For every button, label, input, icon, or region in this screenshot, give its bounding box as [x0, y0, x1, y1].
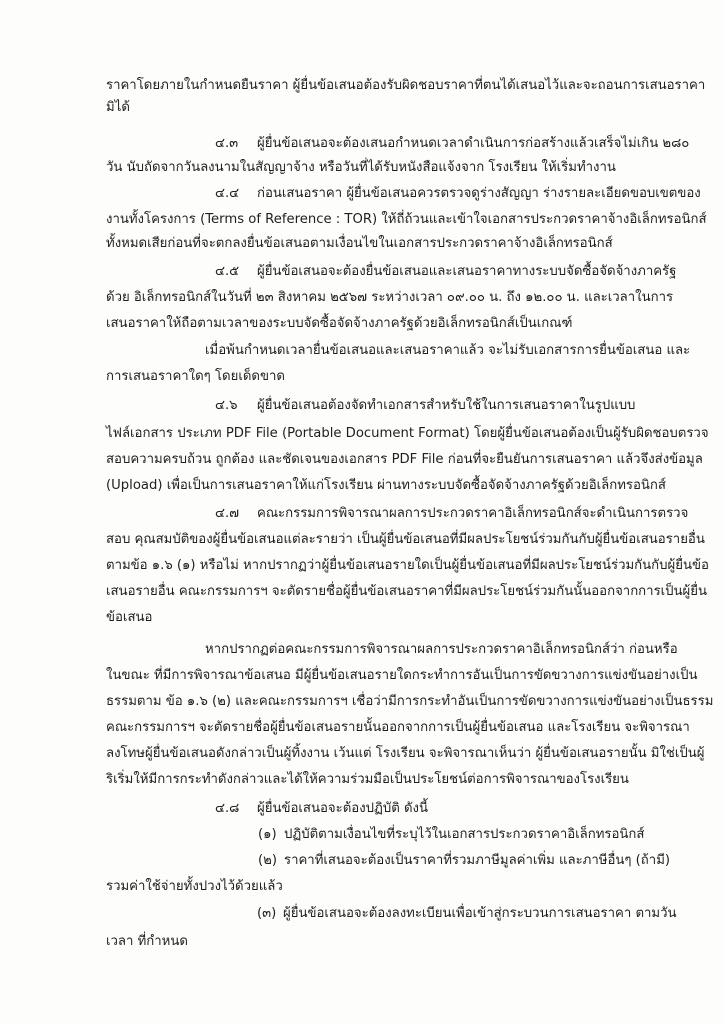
text-line: งานทั้งโครงการ (Terms of Reference : TOR) ให้ถี่ถ้วนและเข้าใจเอกสารประกวดราคาจ้างอิเล็กทรอนิกส์: [106, 212, 707, 227]
text-line: สอบ คุณสมบัติของผู้ยื่นข้อเสนอแต่ละรายว่า เป็นผู้ยื่นข้อเสนอที่มีผลประโยชน์ร่วมกันกับผู้ยื่นข้อเสนอรายอื่น: [106, 532, 705, 547]
text-line: มิได้: [106, 100, 130, 115]
clause-number: ๔.๓: [215, 136, 239, 151]
sub-item-text: ราคาที่เสนอจะต้องเป็นราคาที่รวมภาษีมูลค่าเพิ่ม และภาษีอื่นๆ (ถ้ามี): [284, 853, 671, 868]
text-line: ไฟล์เอกสาร ประเภท PDF File (Portable Document Format) โดยผู้ยื่นข้อเสนอต้องเป็นผู้รับผิดชอบตรวจ: [106, 426, 709, 441]
text-line: ตามข้อ ๑.๖ (๑) หรือไม่ หากปรากฏว่าผู้ยื่นข้อเสนอรายใดเป็นผู้ยื่นข้อเสนอที่มีผลประโยชน์ร่วมกันกับผู้ยื่นข้อ: [106, 558, 709, 573]
sub-item-number: (๓): [257, 906, 277, 921]
text-line: ราคาโดยภายในกำหนดยืนราคา ผู้ยื่นข้อเสนอต้องรับผิดชอบราคาที่ตนได้เสนอไว้และจะถอนการเสนอราคา: [106, 78, 706, 93]
text-line: ลงโทษผู้ยื่นข้อเสนอดังกล่าวเป็นผู้ทิ้งงาน เว้นแต่ โรงเรียน จะพิจารณาเห็นว่า ผู้ยื่นข้อเสนอรายนั้น มิใช่เป็นผู้: [106, 746, 705, 761]
text-line: การเสนอราคาใดๆ โดยเด็ดขาด: [106, 369, 285, 384]
clause-4-5: [215, 263, 676, 281]
text-line: ในขณะ ที่มีการพิจารณาข้อเสนอ มีผู้ยื่นข้อเสนอรายใดกระทำการอันเป็นการขัดขวางการแข่งขันอย่างเป็น: [106, 668, 698, 683]
text-line: เสนอรายอื่น คณะกรรมการฯ จะตัดรายชื่อผู้ยื่นข้อเสนอราคาที่มีผลประโยชน์ร่วมกันนั้นออกจากการเป็นผู้ยื่น: [106, 584, 708, 599]
clause-text: คณะกรรมการพิจารณาผลการประกวดราคาอิเล็กทรอนิกส์จะดำเนินการตรวจ: [257, 506, 689, 521]
sub-item-3: [257, 905, 677, 923]
text-line: รวมค่าใช้จ่ายทั้งปวงไว้ด้วยแล้ว: [106, 879, 283, 894]
sub-item-number: (๒): [258, 853, 277, 868]
text-line: ริเริ่มให้มีการกระทำดังกล่าวและได้ให้ความร่วมมือเป็นประโยชน์ต่อการพิจารณาของโรงเรียน: [106, 772, 629, 787]
sub-item-text: ปฏิบัติตามเงื่อนไขที่ระบุไว้ในเอกสารประกวดราคาอิเล็กทรอนิกส์: [284, 827, 645, 842]
clause-text: ก่อนเสนอราคา ผู้ยื่นข้อเสนอควรตรวจดูร่างสัญญา ร่างรายละเอียดขอบเขตของ: [257, 186, 701, 201]
text-line: คณะกรรมการฯ จะตัดรายชื่อผู้ยื่นข้อเสนอรายนั้นออกจากการเป็นผู้ยื่นข้อเสนอ และโรงเรียน จะพิจารณา: [106, 720, 690, 735]
text-line: เมื่อพ้นกำหนดเวลายื่นข้อเสนอและเสนอราคาแล้ว จะไม่รับเอกสารการยื่นข้อเสนอ และ: [205, 343, 691, 358]
sub-item-1: [258, 826, 644, 844]
clause-text: ผู้ยื่นข้อเสนอจะต้องยื่นข้อเสนอและเสนอราคาทางระบบจัดซื้อจัดจ้างภาครัฐ: [257, 264, 677, 279]
clause-number: ๔.๘: [215, 801, 240, 816]
text-line: (Upload) เพื่อเป็นการเสนอราคาให้แก่โรงเรียน ผ่านทางระบบจัดซื้อจัดจ้างภาครัฐด้วยอิเล็กทรอนิกส์: [106, 478, 666, 493]
clause-4-7: [215, 505, 688, 523]
text-line: ด้วย อิเล็กทรอนิกส์ในวันที่ ๒๓ สิงหาคม ๒๕๖๗ ระหว่างเวลา ๐๙.๐๐ น. ถึง ๑๒.๐๐ น. และเวลาในการ: [106, 290, 674, 305]
text-line: ทั้งหมดเสียก่อนที่จะตกลงยื่นข้อเสนอตามเงื่อนไขในเอกสารประกวดราคาจ้างอิเล็กทรอนิกส์: [106, 236, 613, 251]
clause-number: ๔.๕: [215, 264, 240, 279]
text-line: เสนอราคาให้ถือตามเวลาของระบบจัดซื้อจัดจ้างภาครัฐด้วยอิเล็กทรอนิกส์เป็นเกณฑ์: [106, 316, 573, 331]
text-line: เวลา ที่กำหนด: [106, 934, 188, 949]
sub-item-text: ผู้ยื่นข้อเสนอจะต้องลงทะเบียนเพื่อเข้าสู่กระบวนการเสนอราคา ตามวัน: [283, 906, 677, 921]
clause-text: ผู้ยื่นข้อเสนอจะต้องปฏิบัติ ดังนี้: [257, 801, 428, 816]
clause-4-6: [215, 397, 635, 415]
clause-number: ๔.๔: [215, 186, 240, 201]
clause-text: ผู้ยื่นข้อเสนอต้องจัดทำเอกสารสำหรับใช้ในการเสนอราคาในรูปแบบ: [257, 398, 636, 413]
clause-4-8: [215, 800, 428, 818]
sub-item-number: (๑): [258, 827, 277, 842]
text-line: วัน นับถัดจากวันลงนามในสัญญาจ้าง หรือวันที่ได้รับหนังสือแจ้งจาก โรงเรียน ให้เริ่มทำงาน: [106, 160, 616, 175]
clause-4-4: [215, 185, 701, 203]
clause-4-3: [215, 135, 689, 153]
text-line: หากปรากฏต่อคณะกรรมการพิจารณาผลการประกวดราคาอิเล็กทรอนิกส์ว่า ก่อนหรือ: [205, 642, 678, 657]
clause-text: ผู้ยื่นข้อเสนอจะต้องเสนอกำหนดเวลาดำเนินการก่อสร้างแล้วเสร็จไม่เกิน ๒๘๐: [257, 136, 690, 151]
clause-number: ๔.๖: [215, 398, 238, 413]
text-line: ข้อเสนอ: [106, 610, 153, 625]
clause-number: ๔.๗: [215, 506, 240, 521]
text-line: ธรรมตาม ข้อ ๑.๖ (๒) และคณะกรรมการฯ เชื่อว่ามีการกระทำอันเป็นการขัดขวางการแข่งขันอย่างเป็นธรรม: [106, 694, 714, 709]
sub-item-2: [258, 852, 670, 870]
text-line: สอบความครบถ้วน ถูกต้อง และชัดเจนของเอกสาร PDF File ก่อนที่จะยืนยันการเสนอราคา แล้วจึงส่งข้อมูล: [106, 452, 703, 467]
